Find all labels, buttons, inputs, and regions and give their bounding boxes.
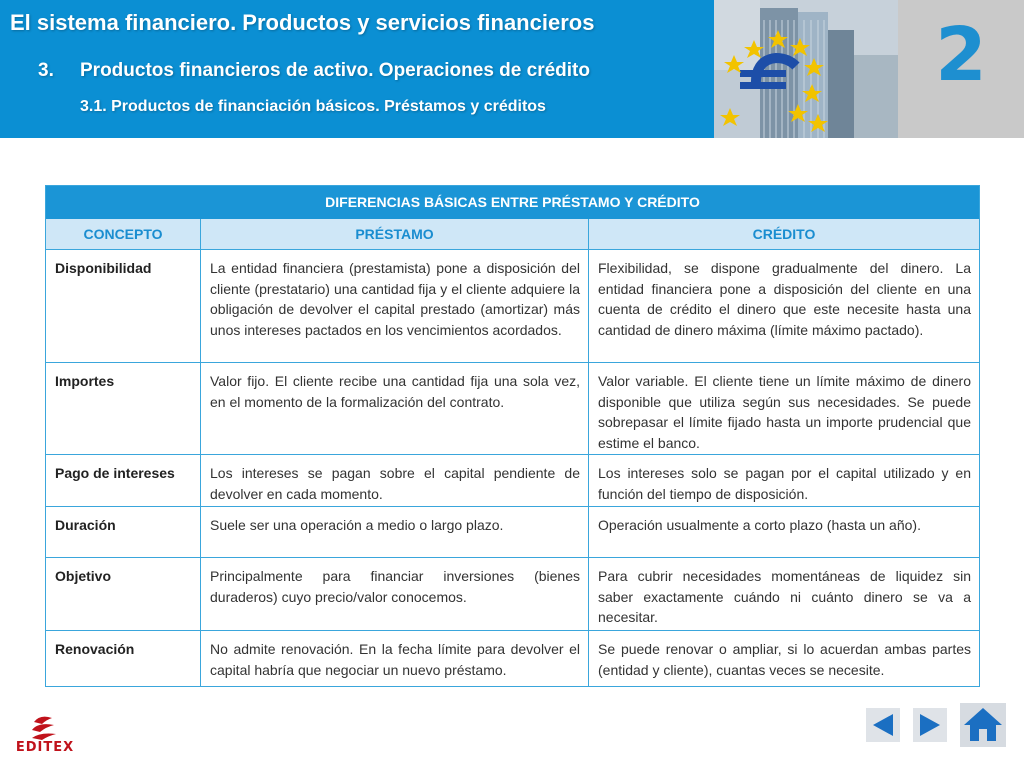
row-concept: Duración (55, 517, 116, 533)
table-divider (200, 219, 201, 686)
table-row (46, 250, 979, 362)
next-slide-button[interactable] (913, 708, 947, 742)
table-divider (46, 454, 979, 455)
table-row (46, 558, 979, 630)
chapter-number-box (898, 0, 1024, 138)
home-icon (960, 703, 1006, 747)
section-title: Productos financieros de activo. Operaciones de crédito (80, 60, 590, 81)
row-credito: Flexibilidad, se dispone gradualmente del dinero. La entidad financiera pone a disposición del cliente en una cuenta de crédito el dinero que este necesite hasta una cantidad de dinero máxima (límite máximo pactado). (598, 260, 971, 338)
table-divider (46, 630, 979, 631)
logo-text: EDITEX (15, 740, 75, 755)
row-prestamo: Suele ser una operación a medio o largo plazo. (210, 517, 504, 533)
table-row (46, 507, 979, 557)
column-header-prestamo: PRÉSTAMO (201, 219, 588, 249)
row-prestamo: Los intereses se pagan sobre el capital pendiente de devolver en cada momento. (210, 465, 580, 502)
triangle-right-icon (913, 708, 947, 742)
row-credito: Se puede renovar o ampliar, si lo acuerdan ambas partes (entidad y cliente), cuantas veces se necesite. (598, 641, 971, 678)
table-divider (46, 362, 979, 363)
row-concept: Importes (55, 373, 115, 389)
chapter-number: 2 (935, 12, 987, 98)
row-concept: Pago de intereses (55, 465, 175, 481)
row-prestamo: La entidad financiera (prestamista) pone a disposición del cliente (prestatario) una cantidad fija y el cliente adquiere la obligación de devolver el capital prestado (amortizar) más unos intereses pactados en los vencimientos acordados. (210, 260, 580, 338)
row-prestamo: No admite renovación. En la fecha límite para devolver el capital habría que negociar un nuevo préstamo. (210, 641, 580, 678)
editex-logo-mark (8, 712, 82, 742)
row-prestamo: Valor fijo. El cliente recibe una cantidad fija una sola vez, en el momento de la formalización del contrato. (210, 373, 580, 410)
column-header-credito: CRÉDITO (589, 219, 979, 249)
column-header-concepto: CONCEPTO (46, 219, 200, 249)
row-credito: Operación usualmente a corto plazo (hasta un año). (598, 517, 921, 533)
table-divider (46, 506, 979, 507)
table-row (46, 631, 979, 686)
table-row (46, 363, 979, 454)
table-row (46, 455, 979, 506)
row-credito: Los intereses solo se pagan por el capital utilizado y en función del tiempo de disposición. (598, 465, 971, 502)
home-button[interactable] (960, 703, 1006, 747)
euro-building-illustration (714, 0, 898, 138)
table-divider (46, 557, 979, 558)
presentation-title: El sistema financiero. Productos y servicios financieros (10, 10, 595, 35)
section-number: 3. (38, 60, 54, 81)
row-credito: Para cubrir necesidades momentáneas de liquidez sin saber exactamente cuándo ni cuánto dinero se va a necesitar. (598, 568, 971, 625)
row-concept: Renovación (55, 641, 135, 657)
table-caption: DIFERENCIAS BÁSICAS ENTRE PRÉSTAMO Y CRÉDITO (46, 186, 979, 219)
editex-logo (8, 712, 82, 760)
row-concept: Objetivo (55, 568, 112, 584)
comparison-table (45, 185, 980, 687)
row-concept: Disponibilidad (55, 260, 152, 276)
previous-slide-button[interactable] (866, 708, 900, 742)
table-divider (588, 219, 589, 686)
triangle-left-icon (866, 708, 900, 742)
row-credito: Valor variable. El cliente tiene un límite máximo de dinero disponible que utiliza según sus necesidades. Se puede sobrepasar el límite fijado hasta un importe prudencial que estime el banco. (598, 373, 971, 451)
section-heading (38, 60, 590, 82)
table-divider (46, 249, 979, 250)
euro-building-photo (714, 0, 898, 138)
row-prestamo: Principalmente para financiar inversiones (bienes duraderos) cuyo precio/valor conocemos. (210, 568, 580, 605)
subsection-heading: 3.1. Productos de financiación básicos. Préstamos y créditos (80, 98, 546, 115)
